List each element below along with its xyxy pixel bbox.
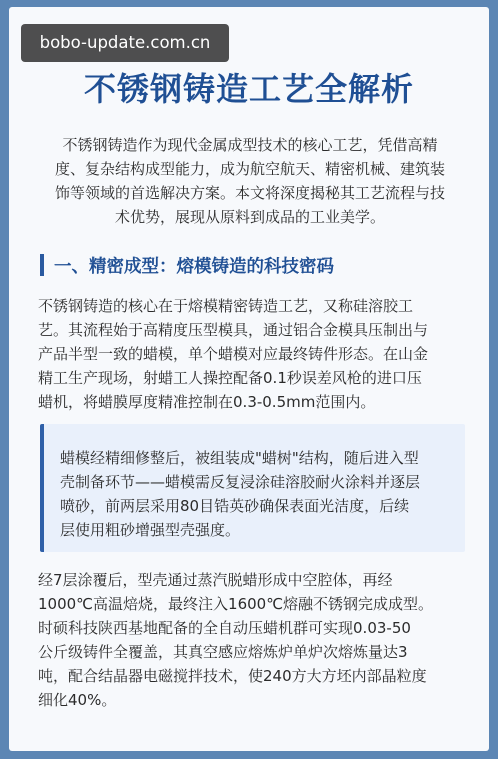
callout-line: 蜡模经精细修整后，被组装成"蜡树"结构，随后进入型 xyxy=(60,449,419,467)
page-title: 不锈钢铸造工艺全解析 xyxy=(83,70,414,108)
callout-line: 壳制备环节——蜡模需反复浸涂硅溶胶耐火涂料并逐层 xyxy=(60,473,421,491)
paragraph-line: 时硕科技陕西基地配备的全自动压蜡机群可实现0.03-50 xyxy=(38,619,411,637)
section-heading xyxy=(40,254,334,276)
body-paragraph-2 xyxy=(38,568,468,712)
paragraph-line: 精工生产现场，射蜡工人操控配备0.1秒误差风枪的进口压 xyxy=(38,369,422,387)
intro-line: 不锈钢铸造作为现代金属成型技术的核心工艺，凭借高精 xyxy=(62,136,438,154)
paragraph-line: 不锈钢铸造的核心在于熔模精密铸造工艺，又称硅溶胶工 xyxy=(38,297,414,315)
callout-box xyxy=(40,424,465,552)
callout-line: 喷砂，前两层采用80目锆英砂确保表面光洁度，后续 xyxy=(60,497,410,515)
intro-line: 术优势，展现从原料到成品的工业美学。 xyxy=(114,208,385,226)
intro-line: 度、复杂结构成型能力，成为航空航天、精密机械、建筑装 xyxy=(54,160,445,178)
intro-paragraph xyxy=(40,133,460,229)
callout-text xyxy=(60,446,420,542)
paragraph-line: 细化40%。 xyxy=(38,691,117,709)
body-paragraph-1 xyxy=(38,294,468,414)
paragraph-line: 蜡机，将蜡膜厚度精准控制在0.3-0.5mm范围内。 xyxy=(38,393,376,411)
paragraph-line: 艺。其流程始于高精度压型模具，通过铝合金模具压制出与 xyxy=(38,321,429,339)
callout-line: 层使用粗砂增强型壳强度。 xyxy=(60,521,241,539)
intro-line: 饰等领域的首选解决方案。本文将深度揭秘其工艺流程与技 xyxy=(54,184,445,202)
paragraph-line: 1000℃高温焙烧，最终注入1600℃熔融不锈钢完成成型。 xyxy=(38,595,434,613)
heading-accent-bar xyxy=(40,254,44,276)
section-heading-text: 一、精密成型：熔模铸造的科技密码 xyxy=(54,256,334,277)
paragraph-line: 经7层涂覆后，型壳通过蒸汽脱蜡形成中空腔体，再经 xyxy=(38,571,393,589)
paragraph-line: 吨，配合结晶器电磁搅拌技术，使240方大方坯内部晶粒度 xyxy=(38,667,427,685)
watermark-label: bobo-update.com.cn xyxy=(21,24,229,62)
paragraph-line: 产品半型一致的蜡模，单个蜡模对应最终铸件形态。在山金 xyxy=(38,345,429,363)
paragraph-line: 公斤级铸件全覆盖，其真空感应熔炼炉单炉次熔炼量达3 xyxy=(38,643,408,661)
